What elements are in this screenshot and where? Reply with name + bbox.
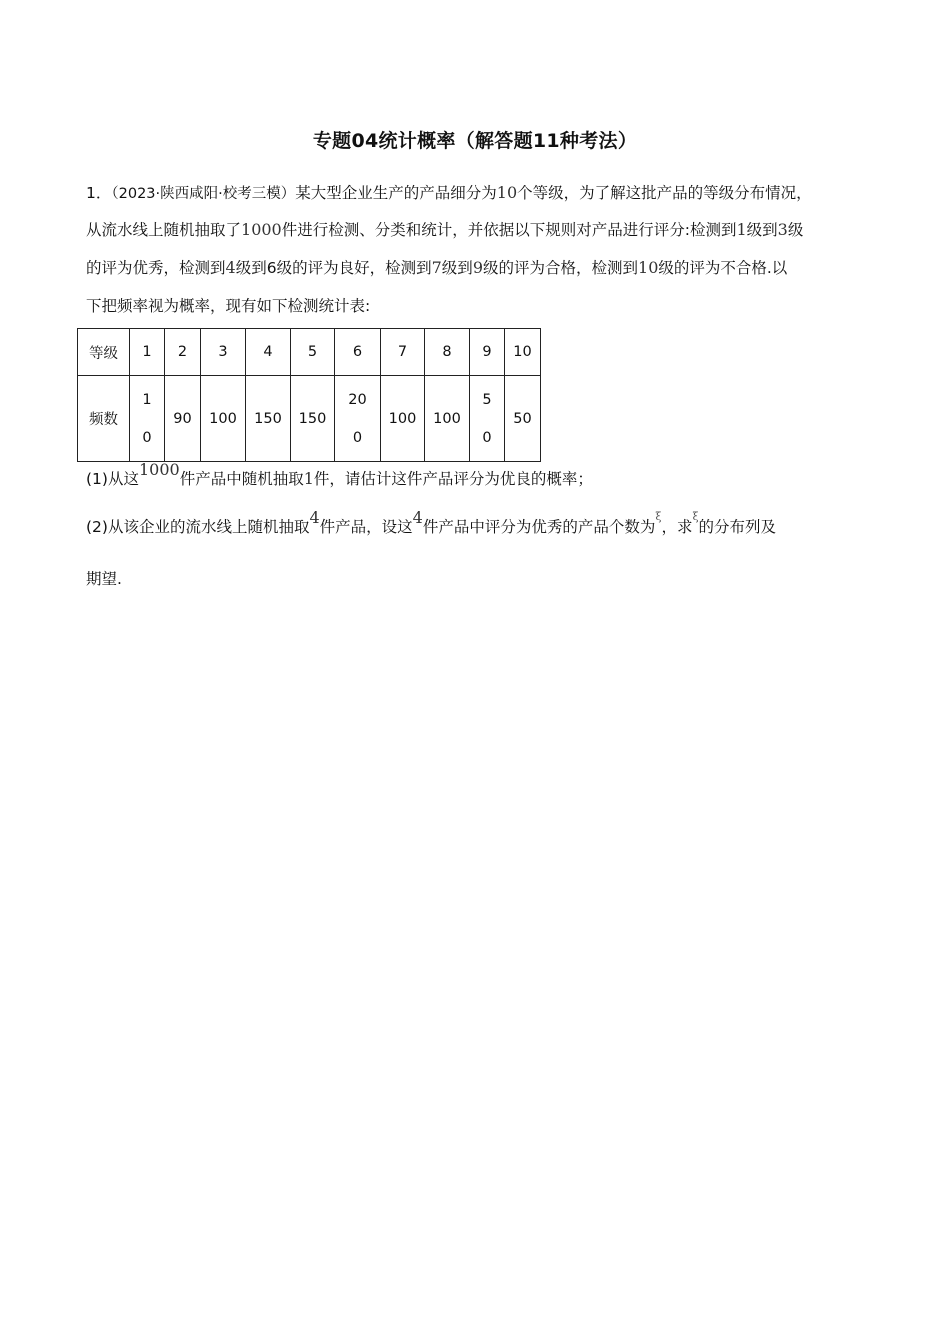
table-header-cell: 8 [425,329,470,376]
text-run: 件产品中评分为优秀的产品个数为 [422,518,656,536]
text-run: 级的评为合格，检测到 [483,259,639,277]
text-run: 级到 [746,221,778,239]
text-run: (1)从这 [86,470,139,488]
math-value: 7 [431,258,442,277]
text-run: 级到 [441,259,473,277]
text-run: 某大型企业生产的产品细分为 [295,184,497,202]
table-header-cell: 等级 [78,329,130,376]
cell-line: 0 [352,429,363,446]
xi-symbol: ξ [692,510,699,523]
table-header-cell: 1 [130,329,165,376]
table-header-cell: 3 [201,329,246,376]
text-run: 级的评为不合格.以 [658,259,788,277]
page-title: 专题04统计概率（解答题11种考法） [312,130,638,152]
table-cell: 100 [425,376,470,462]
table-cell: 150 [291,376,335,462]
table-cell [470,376,505,462]
math-value: 6 [266,259,277,277]
question-2 [86,508,876,541]
table-header-cell: 9 [470,329,505,376]
table-header-cell: 2 [165,329,201,376]
text-run: 从流水线上随机抽取了 [86,221,242,239]
table-row [78,376,541,462]
table-cell: 100 [381,376,425,462]
table-header-row [78,329,541,376]
text-run: 件产品，设这 [319,518,413,536]
cell-line: 0 [142,429,152,446]
problem-number: 1． [86,184,112,202]
math-value: 9 [472,258,483,277]
math-value: 10 [496,183,518,202]
math-value: 4 [309,508,320,527]
cell-line: 5 [482,391,492,408]
problem-source: （2023·陕西咸阳·校考三模） [111,186,296,202]
table-header-cell: 7 [381,329,425,376]
xi-symbol: ξ [655,510,662,523]
text-run: 个等级，为了解这批产品的等级分布情况， [517,184,812,202]
problem-line-4: 下把频率视为概率，现有如下检测统计表: [86,297,371,315]
table-row-label: 频数 [78,376,130,462]
table-cell: 150 [246,376,291,462]
text-run: 级到 [235,259,267,277]
table-header-cell: 10 [505,329,541,376]
math-value: 1000 [138,460,180,479]
text-run: 级 [787,221,804,239]
math-value: 10 [638,258,659,277]
cell-line: 20 [348,391,367,408]
table-cell: 50 [505,376,541,462]
math-value: 4 [225,258,236,277]
table-cell: 100 [201,376,246,462]
problem-line-1 [86,181,876,206]
table-header-cell: 6 [335,329,381,376]
text-run: 级的评为良好，检测到 [276,259,432,277]
problem-line-2 [86,218,876,242]
cell-line: 1 [142,391,152,408]
math-value: 1 [736,220,747,239]
question-1 [86,460,876,491]
problem-line-3 [86,256,876,280]
text-run: 的评为优秀，检测到 [86,259,226,277]
question-2-continued: 期望. [86,570,122,588]
table-cell [335,376,381,462]
math-value: 3 [777,220,788,239]
math-value: 1 [303,469,314,488]
frequency-table [77,328,541,462]
text-run: 的分布列及 [698,518,777,536]
table-cell: 90 [165,376,201,462]
table-header-cell: 4 [246,329,291,376]
text-run: 件，请估计这件产品评分为优良的概率； [313,470,593,488]
table-cell [130,376,165,462]
table-header-cell: 5 [291,329,335,376]
math-value: 4 [412,508,423,527]
text-run: (2)从该企业的流水线上随机抽取 [86,518,310,536]
math-value: 1000 [241,220,282,239]
text-run: ，求 [661,518,693,536]
text-run: 件进行检测、分类和统计，并依据以下规则对产品进行评分:检测到 [281,221,737,239]
text-run: 件产品中随机抽取 [179,470,304,488]
cell-line: 0 [482,429,492,446]
